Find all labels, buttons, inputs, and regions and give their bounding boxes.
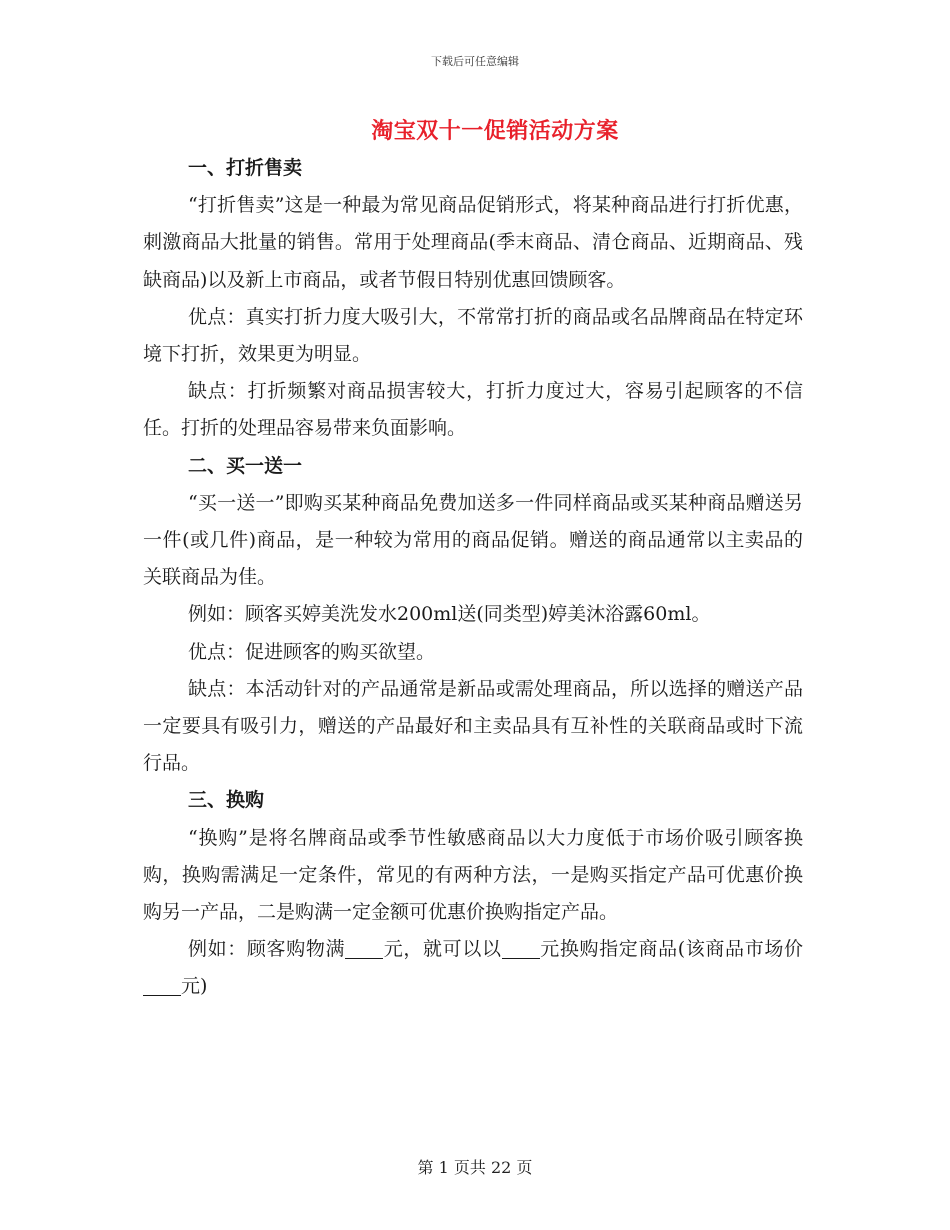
example-text: 元) [181,975,208,998]
example-text: 元，就可以以 [383,938,502,961]
example-paragraph [143,931,803,1005]
section-heading: 三、换购 [188,789,265,812]
paragraph: “换购”是将名牌商品或季节性敏感商品以大力度低于市场价吸引顾客换购，换购需满足一定条件，常见的有两种方法，一是购买指定产品可优惠价换购另一产品，二是购满一定金额可优惠价换购指定产品。 [143,826,803,924]
blank-line [502,939,540,959]
paragraph: 缺点：打折频繁对商品损害较大，打折力度过大，容易引起顾客的不信任。打折的处理品容易带来负面影响。 [143,380,803,440]
section-heading: 二、买一送一 [188,454,303,477]
paragraph: “买一送一”即购买某种商品免费加送多一件同样商品或买某种商品赠送另一件(或几件)商品，是一种较为常用的商品促销。赠送的商品通常以主卖品的关联商品为佳。 [143,491,803,589]
header-note: 下载后可任意编辑 [431,55,519,68]
paragraph: 例如：顾客买婷美洗发水200ml送(同类型)婷美沐浴露60ml。 [188,603,711,626]
section-heading: 一、打折售卖 [188,157,303,179]
document-title: 淘宝双十一促销活动方案 [371,118,619,144]
example-text: 例如：顾客购物满 [188,938,346,961]
document-body [143,150,803,1006]
blank-line [143,976,181,996]
page-footer: 第 1 页共 22 页 [417,1158,533,1177]
paragraph: 优点：真实打折力度大吸引大，不常常打折的商品或名品牌商品在特定环境下打折，效果更为明显。 [143,305,803,366]
example-text: 元换购指定商品(该商品市场价 [539,938,803,961]
blank-line [345,939,383,959]
paragraph: 缺点：本活动针对的产品通常是新品或需处理商品，所以选择的赠送产品一定要具有吸引力，赠送的产品最好和主卖品具有互补性的关联商品或时下流行品。 [143,677,803,775]
paragraph: 优点：促进顾客的购买欲望。 [188,640,436,663]
paragraph: “打折售卖”这是一种最为常见商品促销形式，将某种商品进行打折优惠，刺激商品大批量的销售。常用于处理商品(季末商品、清仓商品、近期商品、残缺商品)以及新上市商品，或者节假日特别优惠回馈顾客。 [143,194,803,291]
